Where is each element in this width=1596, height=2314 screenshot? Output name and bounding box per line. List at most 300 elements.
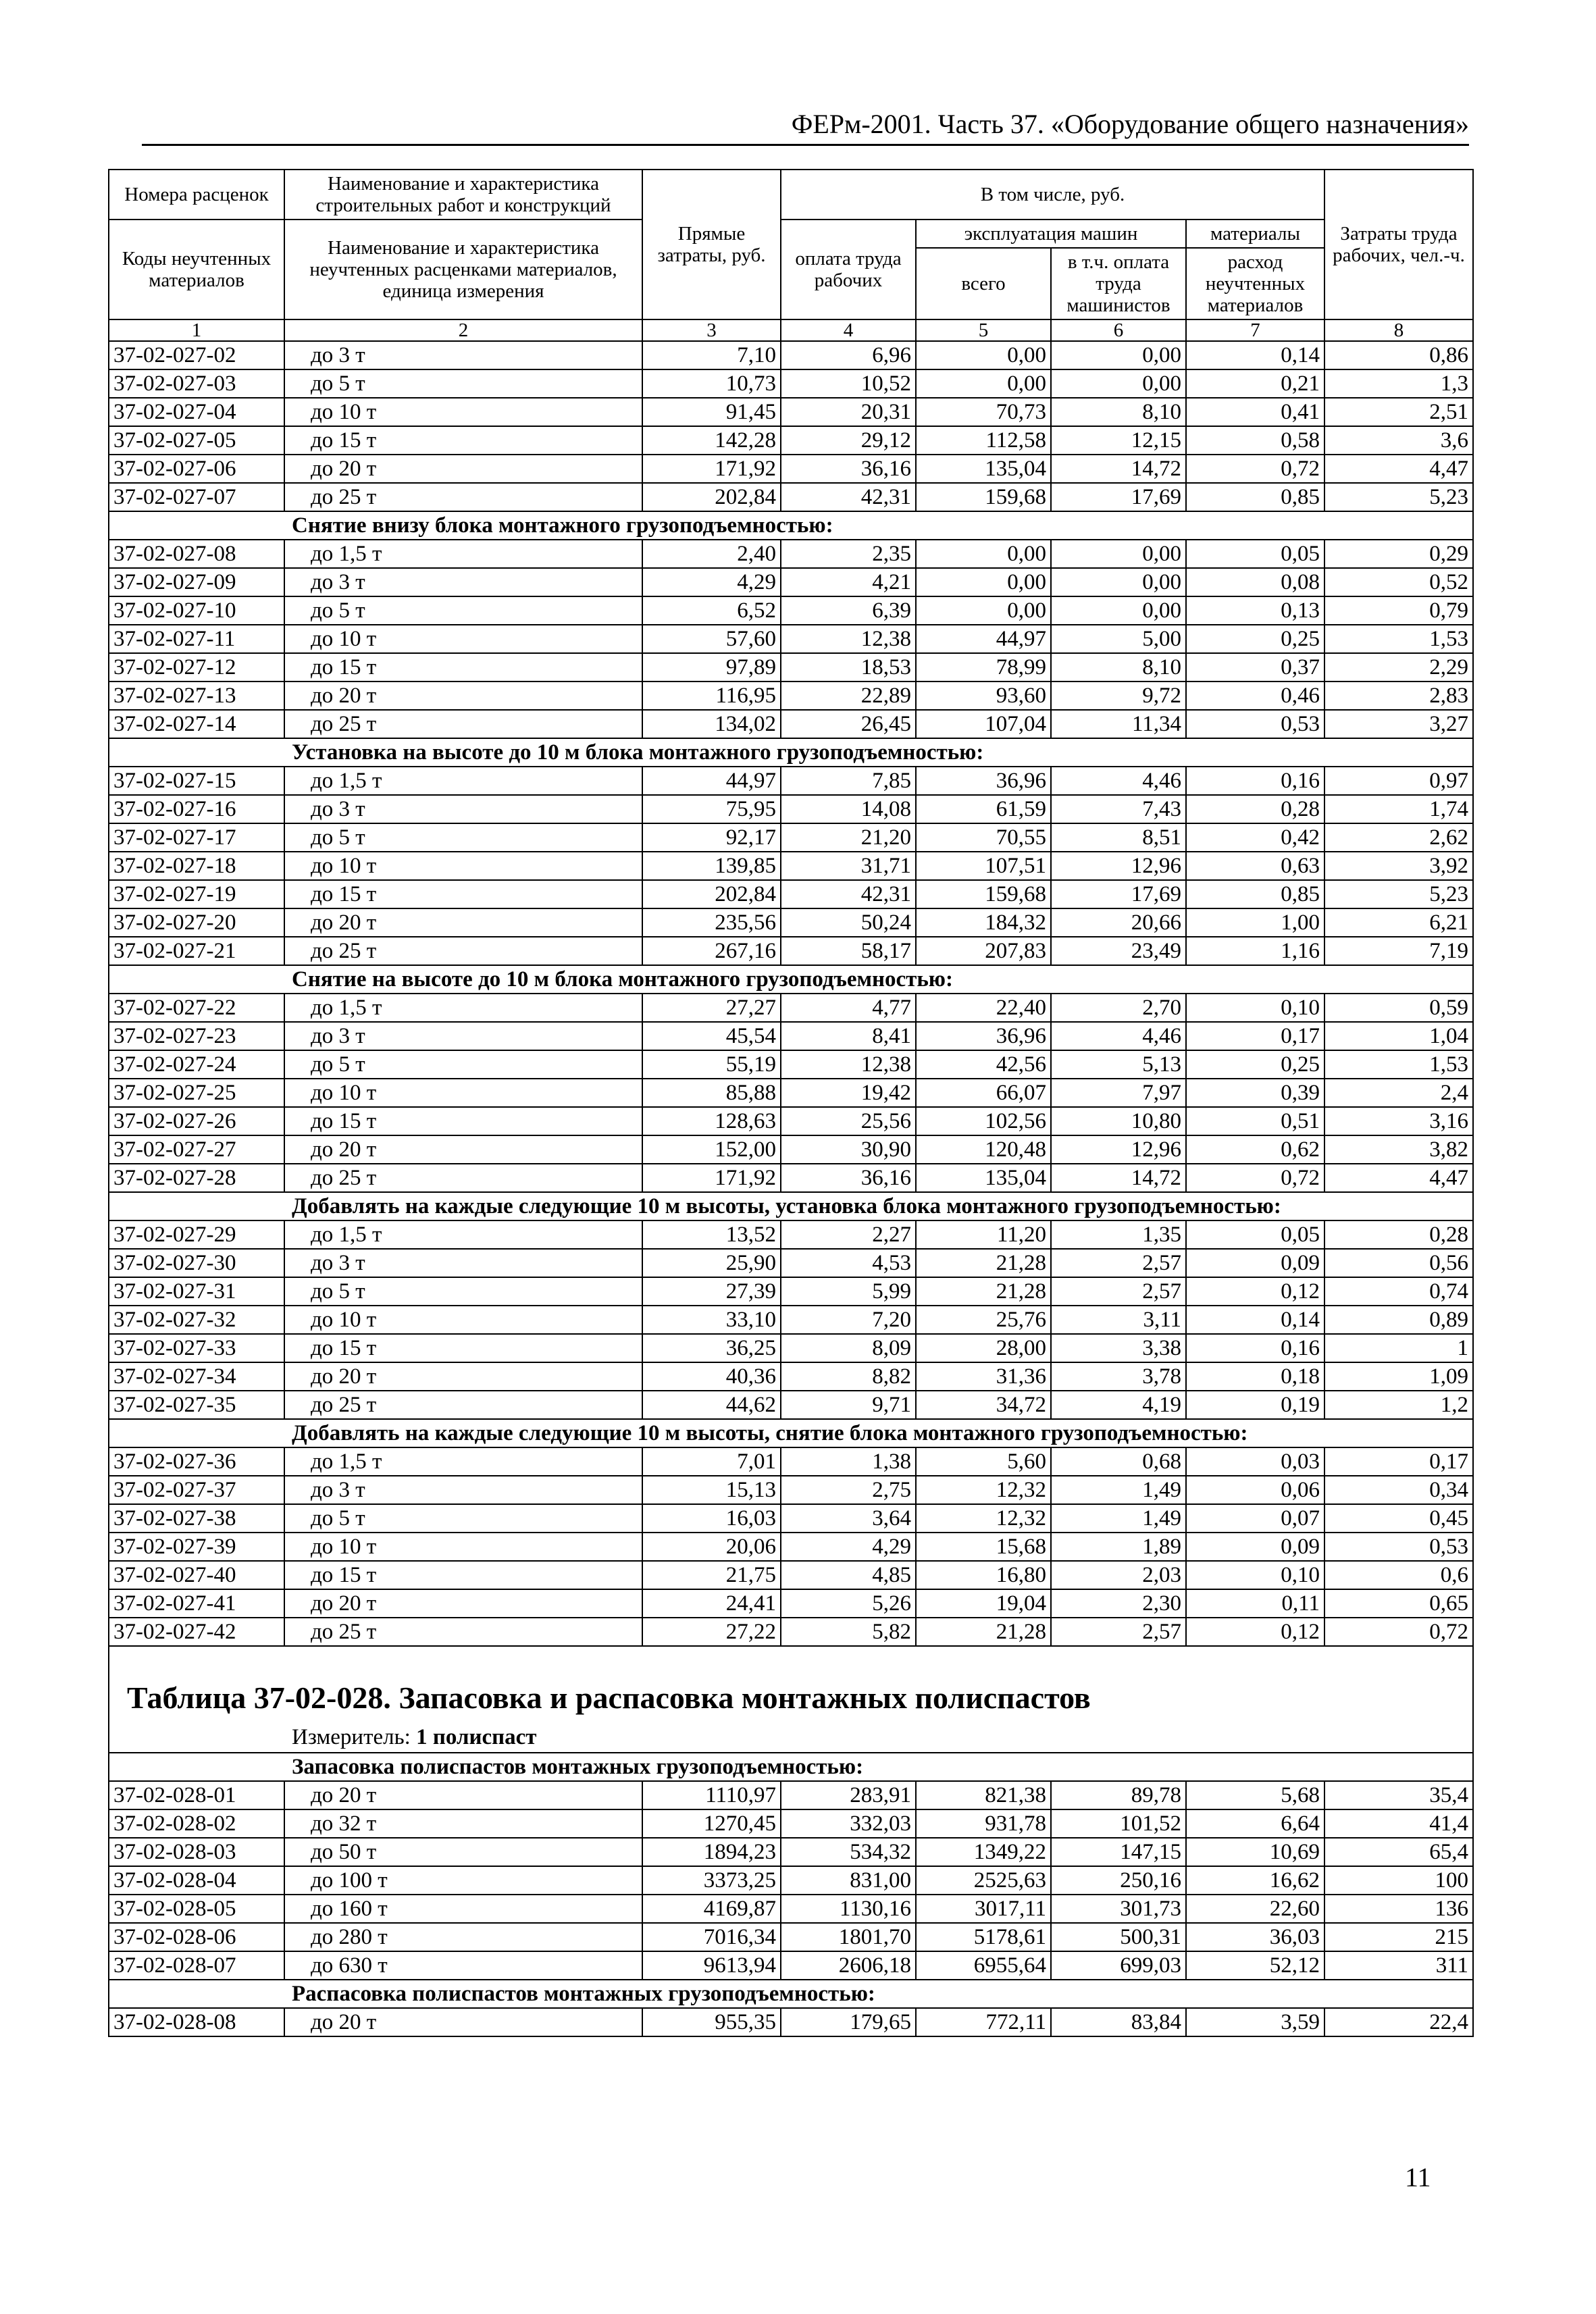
table-row (109, 1923, 1473, 1951)
cell-machines-total: 207,83 (916, 937, 1051, 965)
cell-materials-consumption: 0,85 (1186, 483, 1324, 511)
cell-labor-hours: 1,2 (1324, 1391, 1473, 1419)
cell-rate-code: 37-02-027-36 (109, 1447, 284, 1476)
cell-materials-consumption: 10,69 (1186, 1838, 1324, 1866)
cell-work-name: до 15 т (284, 1334, 642, 1362)
cell-rate-code: 37-02-028-02 (109, 1809, 284, 1838)
table-row (109, 1164, 1473, 1192)
cell-work-name: до 20 т (284, 1362, 642, 1391)
cell-direct-costs: 4,29 (642, 568, 781, 596)
cell-work-name: до 15 т (284, 653, 642, 682)
cell-work-name: до 1,5 т (284, 767, 642, 795)
col-number: 8 (1324, 319, 1473, 341)
cell-machines-total: 0,00 (916, 596, 1051, 625)
cell-rate-code: 37-02-027-21 (109, 937, 284, 965)
cell-direct-costs: 134,02 (642, 710, 781, 738)
section-heading: Запасовка полиспастов монтажных грузоподъемностью: (109, 1753, 1473, 1781)
table-row (109, 625, 1473, 653)
cell-labor-hours: 0,56 (1324, 1249, 1473, 1277)
cell-labor-hours: 1,74 (1324, 795, 1473, 823)
cell-labor-pay: 5,99 (781, 1277, 916, 1306)
cell-direct-costs: 955,35 (642, 2008, 781, 2036)
cell-work-name: до 10 т (284, 625, 642, 653)
col-header-labor-costs: Затраты труда рабочих, чел.-ч. (1324, 170, 1473, 319)
cell-labor-pay: 36,16 (781, 1164, 916, 1192)
cell-work-name: до 20 т (284, 1589, 642, 1618)
cell-labor-hours: 0,52 (1324, 568, 1473, 596)
cell-labor-hours: 41,4 (1324, 1809, 1473, 1838)
cell-machines-total: 1349,22 (916, 1838, 1051, 1866)
table-row (109, 1866, 1473, 1895)
cell-direct-costs: 116,95 (642, 682, 781, 710)
cell-machinists-pay: 0,00 (1051, 596, 1186, 625)
col-header-materials: материалы (1186, 220, 1324, 248)
cell-direct-costs: 24,41 (642, 1589, 781, 1618)
section-heading: Установка на высоте до 10 м блока монтажного грузоподъемностью: (109, 738, 1473, 767)
cell-materials-consumption: 0,17 (1186, 1022, 1324, 1050)
cell-materials-consumption: 0,21 (1186, 369, 1324, 398)
cell-machinists-pay: 89,78 (1051, 1781, 1186, 1809)
cell-direct-costs: 92,17 (642, 823, 781, 852)
cell-materials-consumption: 0,09 (1186, 1249, 1324, 1277)
cell-labor-hours: 2,62 (1324, 823, 1473, 852)
cell-labor-pay: 4,77 (781, 994, 916, 1022)
cell-direct-costs: 7,01 (642, 1447, 781, 1476)
cell-rate-code: 37-02-028-06 (109, 1923, 284, 1951)
cell-machines-total: 70,73 (916, 398, 1051, 426)
cell-materials-consumption: 0,12 (1186, 1618, 1324, 1646)
cell-labor-hours: 6,21 (1324, 908, 1473, 937)
cell-machinists-pay: 11,34 (1051, 710, 1186, 738)
cell-materials-consumption: 0,10 (1186, 1561, 1324, 1589)
cell-direct-costs: 57,60 (642, 625, 781, 653)
cell-rate-code: 37-02-027-14 (109, 710, 284, 738)
cell-labor-pay: 10,52 (781, 369, 916, 398)
cell-labor-pay: 19,42 (781, 1079, 916, 1107)
cell-materials-consumption: 3,59 (1186, 2008, 1324, 2036)
cell-labor-hours: 2,51 (1324, 398, 1473, 426)
cell-machines-total: 21,28 (916, 1249, 1051, 1277)
table-row (109, 1809, 1473, 1838)
cell-machinists-pay: 2,30 (1051, 1589, 1186, 1618)
cell-machines-total: 34,72 (916, 1391, 1051, 1419)
cell-machinists-pay: 0,00 (1051, 568, 1186, 596)
table-row (109, 682, 1473, 710)
cell-machinists-pay: 5,00 (1051, 625, 1186, 653)
cell-machinists-pay: 2,70 (1051, 994, 1186, 1022)
table-row (109, 2008, 1473, 2036)
cell-labor-pay: 9,71 (781, 1391, 916, 1419)
cell-materials-consumption: 0,58 (1186, 426, 1324, 455)
cell-labor-hours: 215 (1324, 1923, 1473, 1951)
cell-materials-consumption: 1,00 (1186, 908, 1324, 937)
section-heading-row (109, 1192, 1473, 1220)
cell-work-name: до 630 т (284, 1951, 642, 1980)
cell-labor-pay: 2606,18 (781, 1951, 916, 1980)
cell-machinists-pay: 5,13 (1051, 1050, 1186, 1079)
cell-materials-consumption: 0,19 (1186, 1391, 1324, 1419)
table2-title-row (109, 1674, 1473, 1722)
cell-materials-consumption: 0,07 (1186, 1504, 1324, 1533)
cell-rate-code: 37-02-027-26 (109, 1107, 284, 1135)
cell-materials-consumption: 0,51 (1186, 1107, 1324, 1135)
cell-machines-total: 28,00 (916, 1334, 1051, 1362)
cell-machinists-pay: 12,96 (1051, 852, 1186, 880)
cell-labor-hours: 311 (1324, 1951, 1473, 1980)
col-header-machine-total: всего (916, 248, 1051, 319)
cell-work-name: до 20 т (284, 908, 642, 937)
cell-machines-total: 772,11 (916, 2008, 1051, 2036)
spacer-row (109, 1646, 1473, 1674)
cell-rate-code: 37-02-027-03 (109, 369, 284, 398)
cell-direct-costs: 15,13 (642, 1476, 781, 1504)
cell-materials-consumption: 5,68 (1186, 1781, 1324, 1809)
table-row (109, 1135, 1473, 1164)
col-number: 6 (1051, 319, 1186, 341)
cell-direct-costs: 20,06 (642, 1533, 781, 1561)
cell-labor-pay: 179,65 (781, 2008, 916, 2036)
cell-machines-total: 931,78 (916, 1809, 1051, 1838)
col-number: 5 (916, 319, 1051, 341)
cell-labor-pay: 7,85 (781, 767, 916, 795)
section-heading-row (109, 511, 1473, 540)
cell-rate-code: 37-02-027-10 (109, 596, 284, 625)
cell-machines-total: 107,04 (916, 710, 1051, 738)
cell-work-name: до 3 т (284, 341, 642, 369)
cell-work-name: до 25 т (284, 1164, 642, 1192)
table-row (109, 1277, 1473, 1306)
cell-materials-consumption: 0,46 (1186, 682, 1324, 710)
cell-direct-costs: 1110,97 (642, 1781, 781, 1809)
cell-labor-hours: 3,16 (1324, 1107, 1473, 1135)
cell-rate-code: 37-02-027-40 (109, 1561, 284, 1589)
cell-labor-hours: 0,97 (1324, 767, 1473, 795)
cell-materials-consumption: 36,03 (1186, 1923, 1324, 1951)
cell-machines-total: 11,20 (916, 1220, 1051, 1249)
cell-rate-code: 37-02-027-07 (109, 483, 284, 511)
cell-work-name: до 10 т (284, 1306, 642, 1334)
table-row (109, 1618, 1473, 1646)
cell-rate-code: 37-02-028-04 (109, 1866, 284, 1895)
cell-materials-consumption: 0,11 (1186, 1589, 1324, 1618)
cell-machinists-pay: 1,49 (1051, 1504, 1186, 1533)
cell-machines-total: 66,07 (916, 1079, 1051, 1107)
cell-labor-pay: 12,38 (781, 625, 916, 653)
cell-machines-total: 25,76 (916, 1306, 1051, 1334)
running-header: ФЕРм-2001. Часть 37. «Оборудование общего назначения» (142, 108, 1469, 146)
cell-rate-code: 37-02-027-20 (109, 908, 284, 937)
cell-labor-pay: 4,21 (781, 568, 916, 596)
cell-labor-hours: 0,29 (1324, 540, 1473, 568)
table-row (109, 880, 1473, 908)
cell-rate-code: 37-02-028-01 (109, 1781, 284, 1809)
cell-direct-costs: 45,54 (642, 1022, 781, 1050)
table-row (109, 1362, 1473, 1391)
cell-machinists-pay: 3,78 (1051, 1362, 1186, 1391)
col-number: 7 (1186, 319, 1324, 341)
cell-rate-code: 37-02-027-41 (109, 1589, 284, 1618)
cell-labor-pay: 8,41 (781, 1022, 916, 1050)
cell-work-name: до 5 т (284, 1504, 642, 1533)
cell-labor-hours: 0,72 (1324, 1618, 1473, 1646)
cell-materials-consumption: 0,85 (1186, 880, 1324, 908)
cell-labor-hours: 1,04 (1324, 1022, 1473, 1050)
cell-work-name: до 15 т (284, 1107, 642, 1135)
col-header-material-codes: Коды неучтенных материалов (109, 220, 284, 319)
cell-direct-costs: 7,10 (642, 341, 781, 369)
cell-labor-hours: 22,4 (1324, 2008, 1473, 2036)
table-row (109, 1447, 1473, 1476)
cell-rate-code: 37-02-027-12 (109, 653, 284, 682)
cell-machinists-pay: 0,00 (1051, 369, 1186, 398)
cell-labor-pay: 12,38 (781, 1050, 916, 1079)
cell-rate-code: 37-02-028-05 (109, 1895, 284, 1923)
cell-machines-total: 5,60 (916, 1447, 1051, 1476)
cell-labor-pay: 25,56 (781, 1107, 916, 1135)
cell-work-name: до 3 т (284, 1476, 642, 1504)
cell-labor-pay: 8,82 (781, 1362, 916, 1391)
table-row (109, 767, 1473, 795)
cell-machines-total: 159,68 (916, 483, 1051, 511)
cell-machines-total: 5178,61 (916, 1923, 1051, 1951)
cell-labor-pay: 26,45 (781, 710, 916, 738)
table-row (109, 1391, 1473, 1419)
cell-machinists-pay: 1,89 (1051, 1533, 1186, 1561)
cell-labor-hours: 0,89 (1324, 1306, 1473, 1334)
cell-machines-total: 36,96 (916, 1022, 1051, 1050)
cell-labor-hours: 3,82 (1324, 1135, 1473, 1164)
cell-labor-pay: 4,29 (781, 1533, 916, 1561)
cell-rate-code: 37-02-027-04 (109, 398, 284, 426)
cell-materials-consumption: 0,05 (1186, 1220, 1324, 1249)
cell-machines-total: 21,28 (916, 1618, 1051, 1646)
cell-rate-code: 37-02-027-31 (109, 1277, 284, 1306)
cell-labor-hours: 3,27 (1324, 710, 1473, 738)
cell-materials-consumption: 0,16 (1186, 1334, 1324, 1362)
table2-title: Таблица 37-02-028. Запасовка и распасовка монтажных полиспастов (109, 1674, 1473, 1722)
cell-machines-total: 821,38 (916, 1781, 1051, 1809)
cell-machinists-pay: 8,10 (1051, 398, 1186, 426)
cell-rate-code: 37-02-027-09 (109, 568, 284, 596)
table-row (109, 994, 1473, 1022)
cell-labor-hours: 2,29 (1324, 653, 1473, 682)
cell-labor-pay: 42,31 (781, 483, 916, 511)
cell-rate-code: 37-02-027-24 (109, 1050, 284, 1079)
page-number: 11 (1405, 2162, 1431, 2192)
cell-labor-pay: 22,89 (781, 682, 916, 710)
cell-work-name: до 25 т (284, 483, 642, 511)
cell-labor-pay: 14,08 (781, 795, 916, 823)
col-header-material-names: Наименование и характеристика неучтенных расценками материалов, единица измерения (284, 220, 642, 319)
cell-machinists-pay: 12,96 (1051, 1135, 1186, 1164)
cell-rate-code: 37-02-027-42 (109, 1618, 284, 1646)
cell-work-name: до 25 т (284, 937, 642, 965)
cell-rate-code: 37-02-027-30 (109, 1249, 284, 1277)
cell-direct-costs: 27,22 (642, 1618, 781, 1646)
cell-work-name: до 10 т (284, 398, 642, 426)
cell-machines-total: 42,56 (916, 1050, 1051, 1079)
cell-materials-consumption: 0,18 (1186, 1362, 1324, 1391)
cell-direct-costs: 235,56 (642, 908, 781, 937)
cell-labor-hours: 1,3 (1324, 369, 1473, 398)
cell-work-name: до 5 т (284, 596, 642, 625)
cell-machinists-pay: 8,51 (1051, 823, 1186, 852)
section-heading-row (109, 965, 1473, 994)
table-row (109, 1249, 1473, 1277)
cell-work-name: до 25 т (284, 1391, 642, 1419)
table-row (109, 568, 1473, 596)
cell-rate-code: 37-02-027-23 (109, 1022, 284, 1050)
meter-value: 1 полиспаст (416, 1725, 537, 1749)
cell-direct-costs: 202,84 (642, 483, 781, 511)
table-row (109, 1107, 1473, 1135)
table-row (109, 1306, 1473, 1334)
cell-labor-pay: 5,26 (781, 1589, 916, 1618)
cell-labor-hours: 35,4 (1324, 1781, 1473, 1809)
cell-machines-total: 21,28 (916, 1277, 1051, 1306)
cell-labor-hours: 0,86 (1324, 341, 1473, 369)
cell-rate-code: 37-02-027-29 (109, 1220, 284, 1249)
cell-direct-costs: 1894,23 (642, 1838, 781, 1866)
cell-direct-costs: 9613,94 (642, 1951, 781, 1980)
section-heading: Распасовка полиспастов монтажных грузоподъемностью: (109, 1980, 1473, 2008)
cell-direct-costs: 2,40 (642, 540, 781, 568)
col-header-work-name: Наименование и характеристика строительных работ и конструкций (284, 170, 642, 220)
cell-labor-pay: 8,09 (781, 1334, 916, 1362)
cell-materials-consumption: 16,62 (1186, 1866, 1324, 1895)
cell-labor-pay: 1130,16 (781, 1895, 916, 1923)
cell-labor-hours: 0,34 (1324, 1476, 1473, 1504)
col-header-direct-costs: Прямые затраты, руб. (642, 170, 781, 319)
table-row (109, 1561, 1473, 1589)
cell-labor-pay: 42,31 (781, 880, 916, 908)
cell-materials-consumption: 22,60 (1186, 1895, 1324, 1923)
cell-rate-code: 37-02-027-17 (109, 823, 284, 852)
cell-labor-hours: 0,59 (1324, 994, 1473, 1022)
cell-machines-total: 93,60 (916, 682, 1051, 710)
cell-machinists-pay: 0,68 (1051, 1447, 1186, 1476)
cell-labor-pay: 6,39 (781, 596, 916, 625)
cell-labor-hours: 1,53 (1324, 625, 1473, 653)
cell-machinists-pay: 12,15 (1051, 426, 1186, 455)
cell-rate-code: 37-02-027-33 (109, 1334, 284, 1362)
cell-work-name: до 5 т (284, 369, 642, 398)
cell-labor-hours: 1,53 (1324, 1050, 1473, 1079)
cell-rate-code: 37-02-027-38 (109, 1504, 284, 1533)
col-header-rate-numbers: Номера расценок (109, 170, 284, 220)
cell-work-name: до 3 т (284, 1249, 642, 1277)
cell-machinists-pay: 9,72 (1051, 682, 1186, 710)
cell-materials-consumption: 0,41 (1186, 398, 1324, 426)
cell-machines-total: 102,56 (916, 1107, 1051, 1135)
col-number: 4 (781, 319, 916, 341)
cell-work-name: до 32 т (284, 1809, 642, 1838)
cell-machines-total: 135,04 (916, 1164, 1051, 1192)
section-heading-row (109, 1980, 1473, 2008)
cell-materials-consumption: 0,12 (1186, 1277, 1324, 1306)
cell-labor-hours: 4,47 (1324, 1164, 1473, 1192)
cell-labor-hours: 136 (1324, 1895, 1473, 1923)
rates-table (108, 169, 1474, 2037)
cell-work-name: до 10 т (284, 1533, 642, 1561)
cell-rate-code: 37-02-027-34 (109, 1362, 284, 1391)
cell-work-name: до 1,5 т (284, 1220, 642, 1249)
table-row (109, 1838, 1473, 1866)
cell-machines-total: 61,59 (916, 795, 1051, 823)
cell-work-name: до 20 т (284, 1781, 642, 1809)
cell-machinists-pay: 10,80 (1051, 1107, 1186, 1135)
section-heading: Добавлять на каждые следующие 10 м высоты, снятие блока монтажного грузоподъемностью: (109, 1419, 1473, 1447)
cell-machinists-pay: 4,46 (1051, 767, 1186, 795)
table-row (109, 1079, 1473, 1107)
cell-direct-costs: 55,19 (642, 1050, 781, 1079)
cell-materials-consumption: 0,25 (1186, 1050, 1324, 1079)
cell-machinists-pay: 2,57 (1051, 1618, 1186, 1646)
cell-materials-consumption: 0,53 (1186, 710, 1324, 738)
cell-machines-total: 12,32 (916, 1476, 1051, 1504)
table-body (109, 341, 1473, 2036)
cell-materials-consumption: 0,14 (1186, 341, 1324, 369)
table-row (109, 426, 1473, 455)
cell-machinists-pay: 17,69 (1051, 483, 1186, 511)
cell-rate-code: 37-02-028-08 (109, 2008, 284, 2036)
cell-machinists-pay: 0,00 (1051, 341, 1186, 369)
table-row (109, 1533, 1473, 1561)
table-header (109, 170, 1473, 341)
cell-machines-total: 22,40 (916, 994, 1051, 1022)
cell-work-name: до 1,5 т (284, 1447, 642, 1476)
cell-materials-consumption: 0,09 (1186, 1533, 1324, 1561)
cell-labor-pay: 58,17 (781, 937, 916, 965)
col-header-including: В том числе, руб. (781, 170, 1324, 220)
cell-work-name: до 1,5 т (284, 540, 642, 568)
cell-labor-pay: 6,96 (781, 341, 916, 369)
cell-machines-total: 15,68 (916, 1533, 1051, 1561)
cell-rate-code: 37-02-027-06 (109, 455, 284, 483)
cell-machines-total: 78,99 (916, 653, 1051, 682)
cell-direct-costs: 6,52 (642, 596, 781, 625)
cell-rate-code: 37-02-027-28 (109, 1164, 284, 1192)
cell-direct-costs: 21,75 (642, 1561, 781, 1589)
cell-rate-code: 37-02-027-35 (109, 1391, 284, 1419)
cell-machinists-pay: 3,11 (1051, 1306, 1186, 1334)
cell-labor-pay: 7,20 (781, 1306, 916, 1334)
cell-labor-hours: 3,92 (1324, 852, 1473, 880)
cell-materials-consumption: 0,25 (1186, 625, 1324, 653)
cell-materials-consumption: 0,72 (1186, 455, 1324, 483)
cell-work-name: до 15 т (284, 426, 642, 455)
cell-labor-pay: 831,00 (781, 1866, 916, 1895)
cell-materials-consumption: 0,16 (1186, 767, 1324, 795)
cell-materials-consumption: 0,08 (1186, 568, 1324, 596)
cell-materials-consumption: 0,39 (1186, 1079, 1324, 1107)
cell-rate-code: 37-02-027-22 (109, 994, 284, 1022)
cell-machinists-pay: 1,35 (1051, 1220, 1186, 1249)
col-number: 2 (284, 319, 642, 341)
cell-machines-total: 6955,64 (916, 1951, 1051, 1980)
meter-cell (109, 1722, 1473, 1753)
cell-labor-pay: 332,03 (781, 1809, 916, 1838)
table-row (109, 1476, 1473, 1504)
cell-materials-consumption: 0,06 (1186, 1476, 1324, 1504)
cell-direct-costs: 10,73 (642, 369, 781, 398)
cell-direct-costs: 44,62 (642, 1391, 781, 1419)
cell-rate-code: 37-02-027-16 (109, 795, 284, 823)
cell-work-name: до 5 т (284, 1050, 642, 1079)
cell-work-name: до 3 т (284, 568, 642, 596)
table-row (109, 341, 1473, 369)
cell-direct-costs: 7016,34 (642, 1923, 781, 1951)
